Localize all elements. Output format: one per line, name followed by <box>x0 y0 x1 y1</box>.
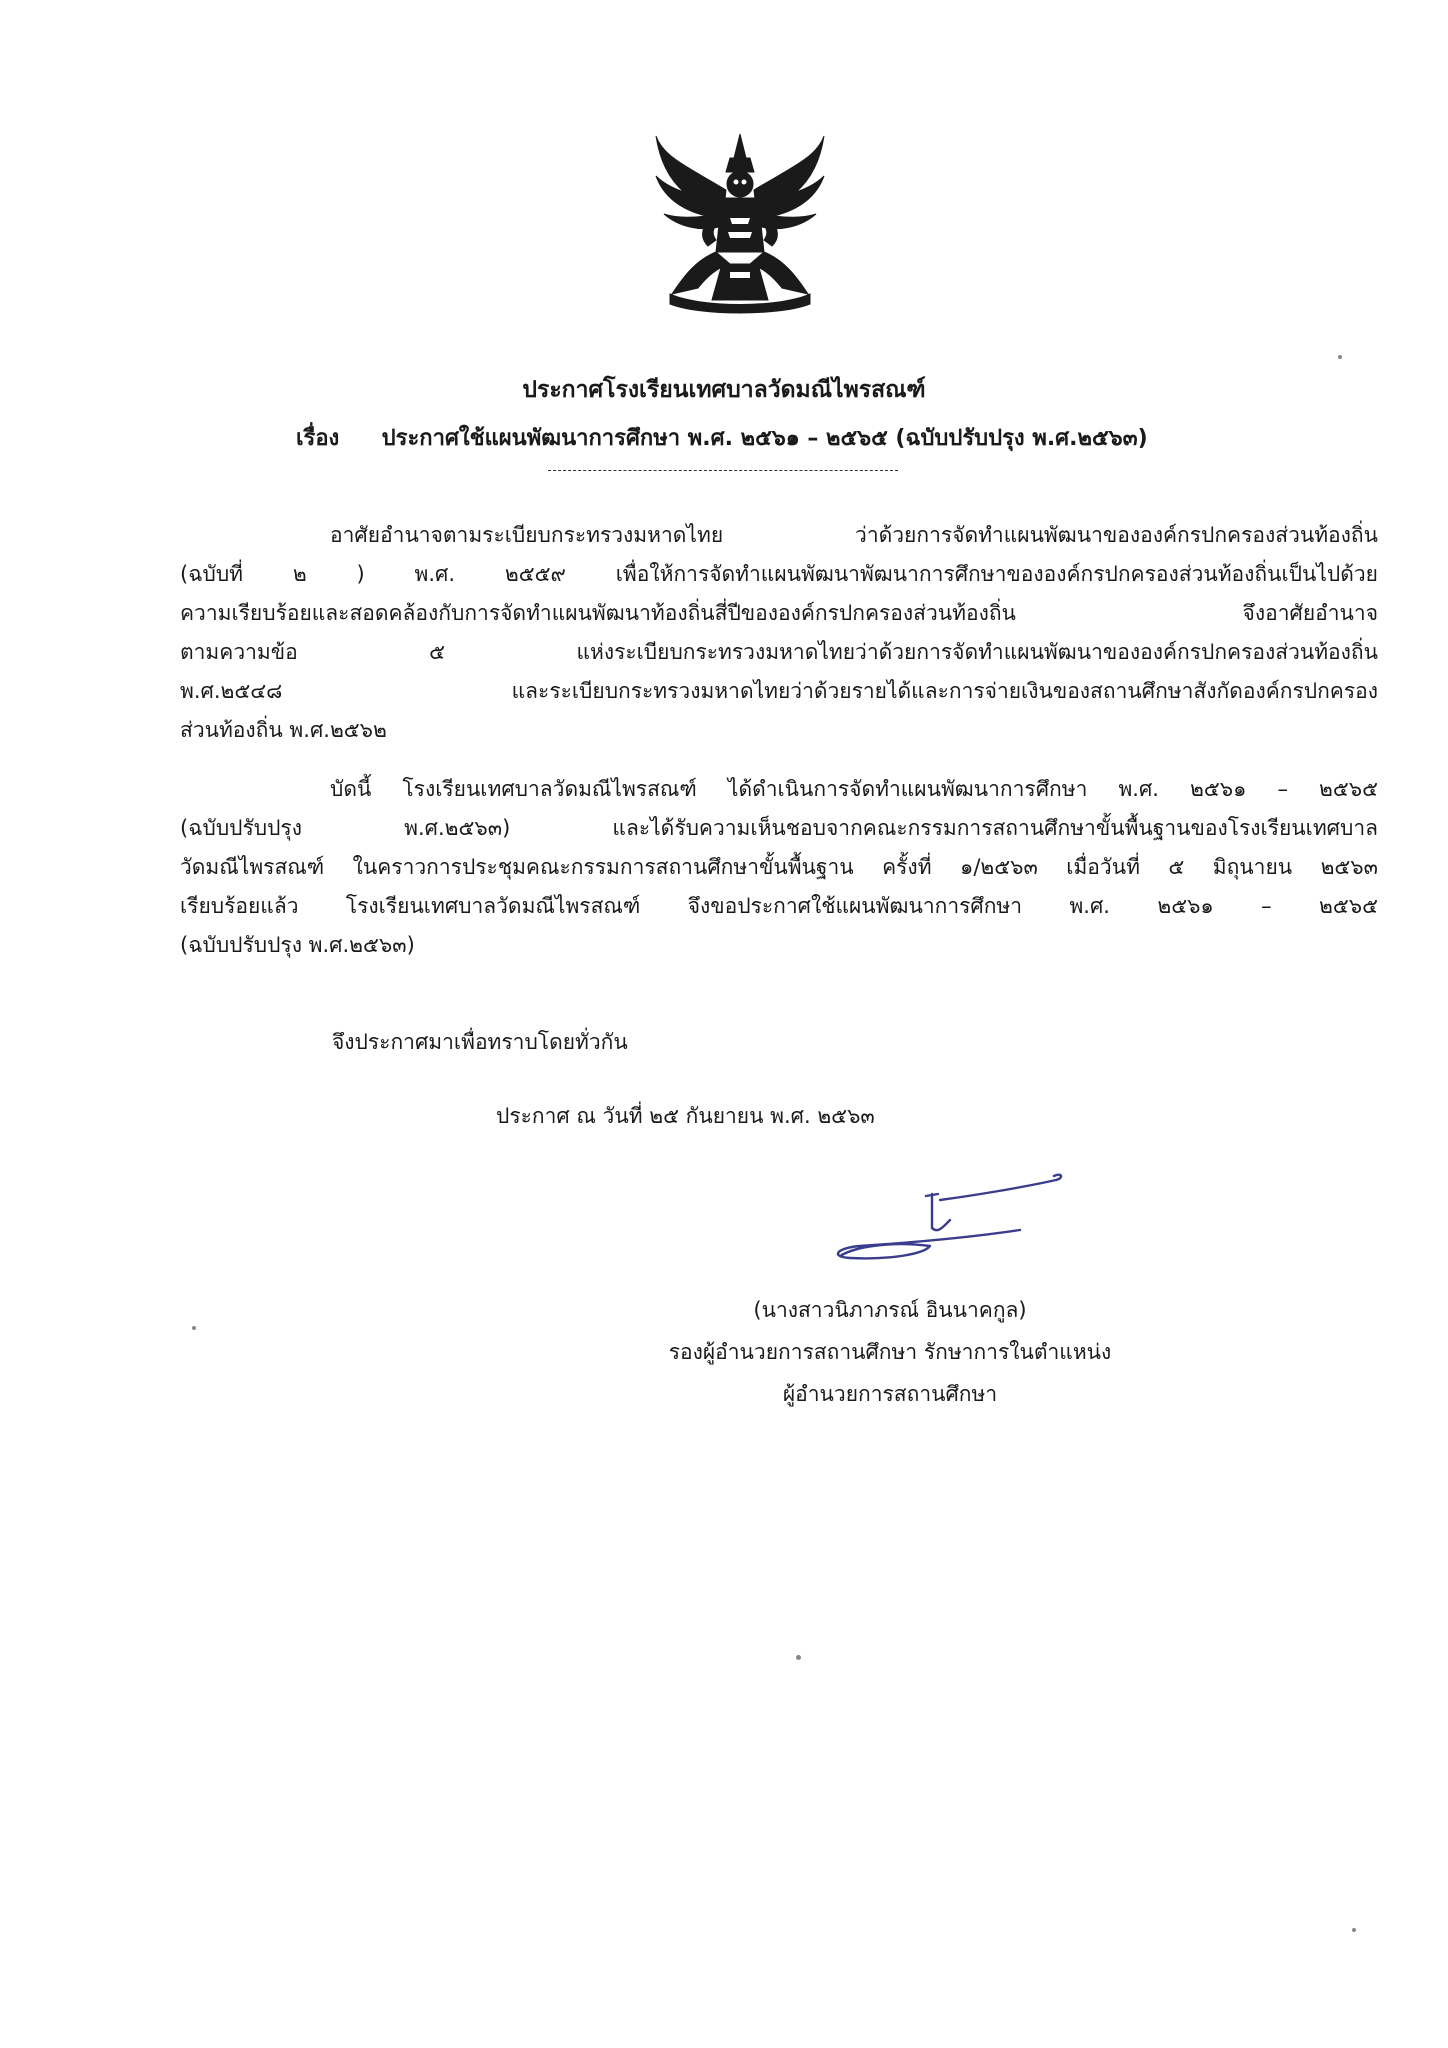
paragraph-line: (ฉบับที่ ๒ ) พ.ศ. ๒๕๕๙ เพื่อให้การจัดทำแผนพัฒนาพัฒนาการศึกษาขององค์กรปกครองส่วนท้องถิ่นเป็นไปด้วย <box>180 562 1378 586</box>
subject-line <box>296 420 1296 455</box>
signer-position: รองผู้อำนวยการสถานศึกษา รักษาการในตำแหน่ง <box>668 1340 1112 1364</box>
signer-position: ผู้อำนวยการสถานศึกษา <box>782 1382 998 1406</box>
scan-speck <box>1352 1928 1356 1932</box>
paragraph-2 <box>180 770 1378 965</box>
scan-speck <box>796 1655 801 1660</box>
paragraph-line: อาศัยอำนาจตามระเบียบกระทรวงมหาดไทย ว่าด้วยการจัดทำแผนพัฒนาขององค์กรปกครองส่วนท้องถิ่น <box>330 523 1378 547</box>
paragraph-line: เรียบร้อยแล้ว โรงเรียนเทศบาลวัดมณีไพรสณฑ์ จึงขอประกาศใช้แผนพัฒนาการศึกษา พ.ศ. ๒๕๖๑ – ๒๕๖๕ <box>180 894 1378 918</box>
paragraph-line: ส่วนท้องถิ่น พ.ศ.๒๕๖๒ <box>180 718 387 742</box>
paragraph-1 <box>180 516 1378 750</box>
paragraph-line: บัดนี้ โรงเรียนเทศบาลวัดมณีไพรสณฑ์ ได้ดำเนินการจัดทำแผนพัฒนาการศึกษา พ.ศ. ๒๕๖๑ – ๒๕๖๕ <box>330 777 1378 801</box>
subject-label: เรื่อง <box>296 426 340 451</box>
paragraph-line: (ฉบับปรับปรุง พ.ศ.๒๕๖๓) และได้รับความเห็นชอบจากคณะกรรมการสถานศึกษาขั้นพื้นฐานของโรงเรียนเทศบาล <box>180 816 1378 840</box>
date-line: ประกาศ ณ วันที่ ๒๕ กันยายน พ.ศ. ๒๕๖๓ <box>496 1104 875 1128</box>
paragraph-line: (ฉบับปรับปรุง พ.ศ.๒๕๖๓) <box>180 933 415 957</box>
scan-speck <box>1338 355 1342 359</box>
announcement-title: ประกาศโรงเรียนเทศบาลวัดมณีไพรสณฑ์ <box>522 377 926 403</box>
paragraph-line: พ.ศ.๒๕๔๘ และระเบียบกระทรวงมหาดไทยว่าด้วยรายได้และการจ่ายเงินของสถานศึกษาสังกัดองค์กรปกครอง <box>180 679 1378 703</box>
subject-text: ประกาศใช้แผนพัฒนาการศึกษา พ.ศ. ๒๕๖๑ – ๒๕๖๕ (ฉบับปรับปรุง พ.ศ.๒๕๖๓) <box>381 426 1148 451</box>
paragraph-line: วัดมณีไพรสณฑ์ ในคราวการประชุมคณะกรรมการสถานศึกษาขั้นพื้นฐาน ครั้งที่ ๑/๒๕๖๓ เมื่อวันที่ ๕ มิถุนายน ๒๕๖๓ <box>180 855 1378 879</box>
closing-line: จึงประกาศมาเพื่อทราบโดยทั่วกัน <box>332 1030 628 1054</box>
paragraph-line: ความเรียบร้อยและสอดคล้องกับการจัดทำแผนพัฒนาท้องถิ่นสี่ปีขององค์กรปกครองส่วนท้องถิ่น จึงอาศัยอำนาจ <box>180 601 1378 625</box>
scan-speck <box>192 1326 196 1330</box>
paragraph-line: ตามความข้อ ๕ แห่งระเบียบกระทรวงมหาดไทยว่าด้วยการจัดทำแผนพัฒนาขององค์กรปกครองส่วนท้องถิ่น <box>180 640 1378 664</box>
signer-name: (นางสาวนิภาภรณ์ อินนาคกูล) <box>753 1298 1027 1322</box>
signature-image <box>820 1160 1080 1270</box>
garuda-emblem-icon <box>650 128 830 318</box>
title-divider <box>548 470 898 471</box>
